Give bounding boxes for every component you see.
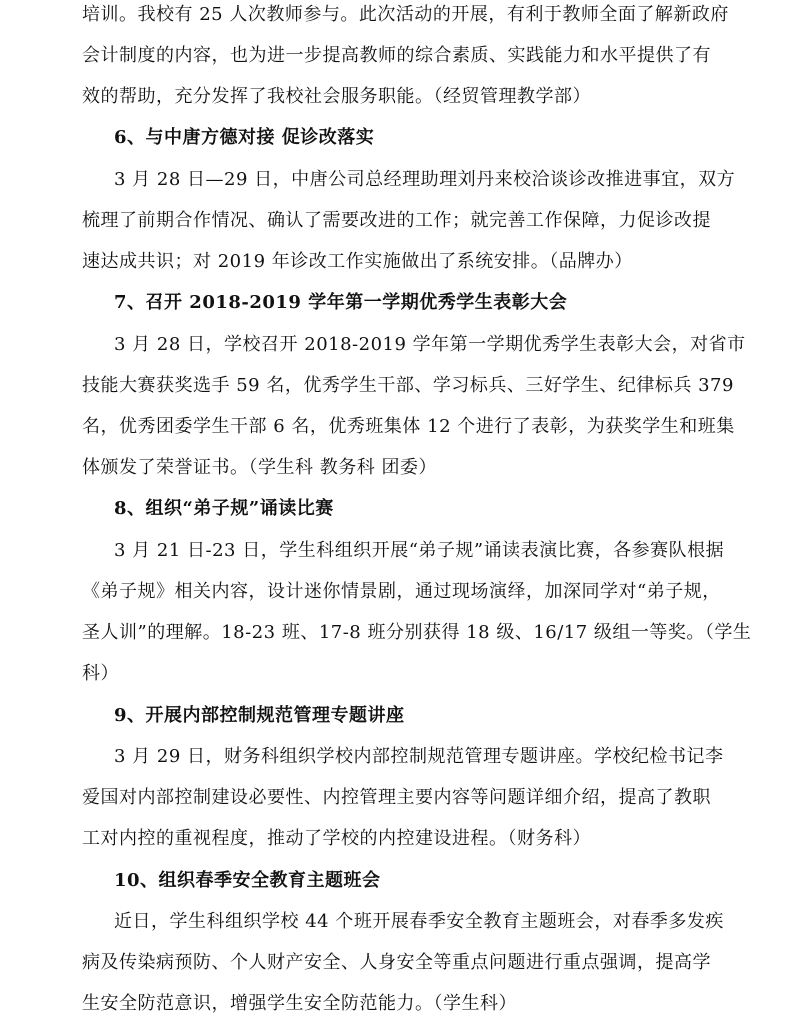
paragraph-line: 近日，学生科组织学校 44 个班开展春季安全教育主题班会，对春季多发疾: [114, 911, 724, 932]
section-heading: 8、组织“弟子规”诵读比赛: [114, 498, 334, 519]
paragraph-line: 3 月 21 日-23 日，学生科组织开展“弟子规”诵读表演比赛，各参赛队根据: [114, 540, 725, 561]
paragraph-line: 3 月 28 日—29 日，中唐公司总经理助理刘丹来校洽谈诊改推进事宜，双方: [114, 169, 736, 190]
paragraph-line: 名，优秀团委学生干部 6 名，优秀班集体 12 个进行了表彰，为获奖学生和班集: [82, 416, 735, 437]
paragraph-line: 培训。我校有 25 人次教师参与。此次活动的开展，有利于教师全面了解新政府: [82, 4, 729, 25]
paragraph-line: 圣人训”的理解。18-23 班、17-8 班分别获得 18 级、16/17 级组一等奖。（学生: [82, 622, 752, 643]
paragraph-line: 《弟子规》相关内容，设计迷你情景剧，通过现场演绎，加深同学对“弟子规，: [82, 581, 721, 602]
section-heading: 10、组织春季安全教育主题班会: [114, 870, 381, 891]
paragraph-line: 效的帮助，充分发挥了我校社会服务职能。（经贸管理教学部）: [82, 86, 591, 107]
paragraph-line: 会计制度的内容，也为进一步提高教师的综合素质、实践能力和水平提供了有: [82, 45, 711, 66]
paragraph-line: 爱国对内部控制建设必要性、内控管理主要内容等问题详细介绍，提高了教职: [82, 787, 711, 808]
paragraph-line: 3 月 28 日，学校召开 2018-2019 学年第一学期优秀学生表彰大会，对省市: [114, 334, 746, 355]
paragraph-line: 病及传染病预防、个人财产安全、人身安全等重点问题进行重点强调，提高学: [82, 952, 711, 973]
paragraph-line: 技能大赛获奖选手 59 名，优秀学生干部、学习标兵、三好学生、纪律标兵 379: [82, 375, 734, 396]
section-heading: 7、召开 2018-2019 学年第一学期优秀学生表彰大会: [114, 292, 568, 313]
paragraph-line: 生安全防范意识，增强学生安全防范能力。（学生科）: [82, 993, 517, 1014]
section-heading: 6、与中唐方德对接 促诊改落实: [114, 127, 375, 148]
paragraph-line: 速达成共识；对 2019 年诊改工作实施做出了系统安排。（品牌办）: [82, 251, 633, 272]
paragraph-line: 体颁发了荣誉证书。（学生科 教务科 团委）: [82, 457, 437, 478]
section-heading: 9、开展内部控制规范管理专题讲座: [114, 705, 405, 726]
paragraph-line: 3 月 29 日，财务科组织学校内部控制规范管理专题讲座。学校纪检书记李: [114, 746, 724, 767]
paragraph-line: 工对内控的重视程度，推动了学校的内控建设进程。（财务科）: [82, 828, 591, 849]
paragraph-line: 科）: [82, 663, 119, 684]
paragraph-line: 梳理了前期合作情况、确认了需要改进的工作；就完善工作保障，力促诊改提: [82, 210, 711, 231]
